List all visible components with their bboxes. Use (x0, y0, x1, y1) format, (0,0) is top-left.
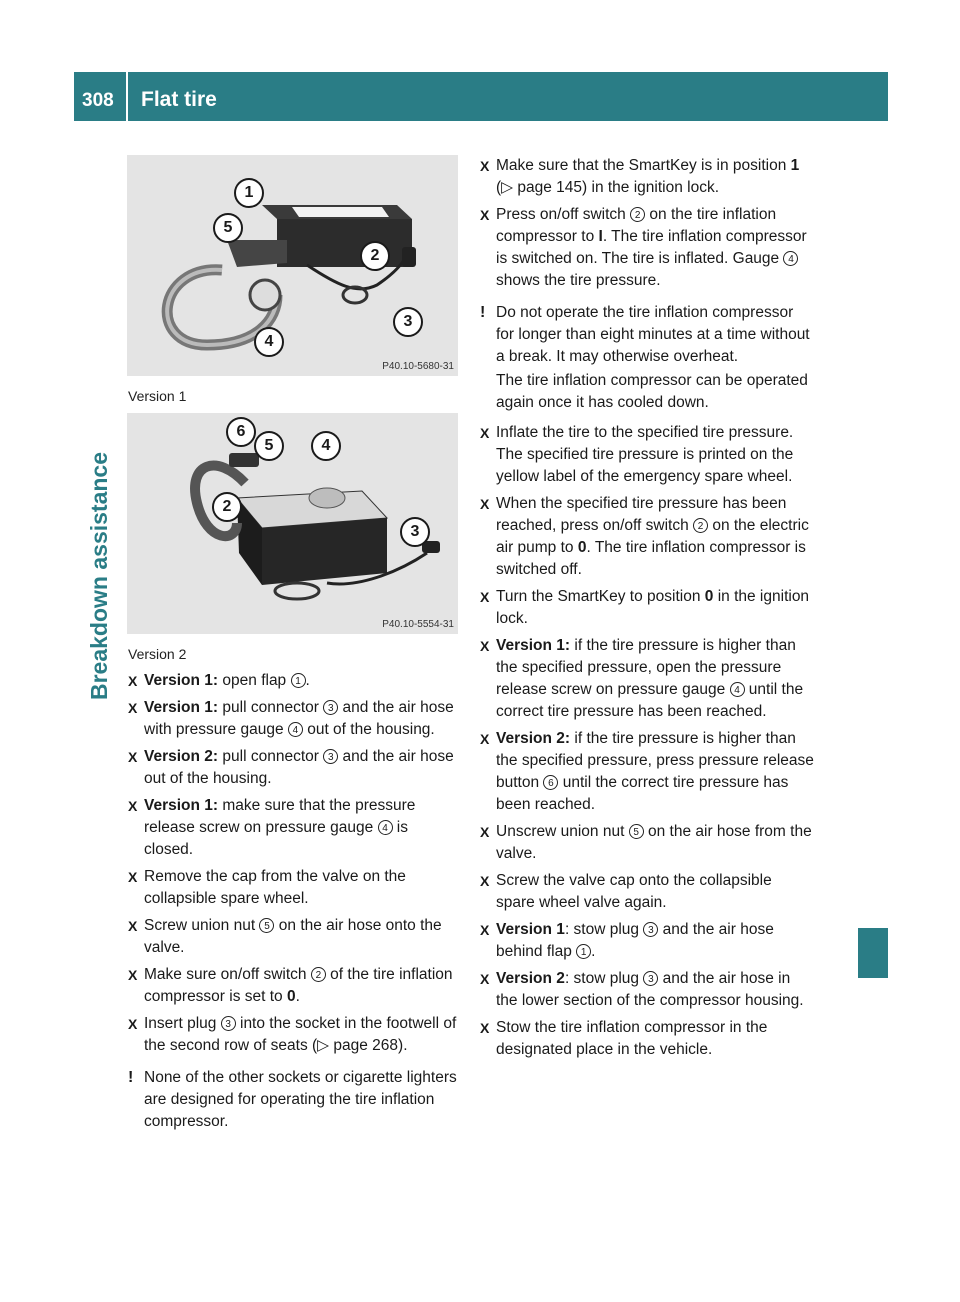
step-text: out of the housing. (302, 721, 435, 738)
figure-code: P40.10-5554-31 (382, 619, 454, 630)
side-section-label: Breakdown assistance (86, 451, 112, 700)
step-bullet-icon: X (480, 207, 490, 223)
step-version-label: Version 1: (144, 699, 219, 716)
step-text: Turn the SmartKey to position (496, 588, 705, 605)
warning-note (128, 1067, 460, 1133)
step-version-label: Version 1: (144, 797, 219, 814)
step-bullet-icon: X (128, 700, 138, 716)
step-bullet-icon: X (128, 1016, 138, 1032)
setting-value: 0 (287, 988, 296, 1005)
component-number: 2 (693, 518, 708, 533)
component-number: 3 (323, 749, 338, 764)
step-text: : stow plug (564, 921, 644, 938)
callout-5: 5 (254, 431, 284, 461)
step-text: Stow the tire inflation compressor in the designated place in the vehicle. (496, 1019, 768, 1058)
instruction-step (480, 635, 814, 723)
step-version-label: Version 2 (496, 970, 565, 987)
compressor-illustration-1 (127, 155, 458, 376)
callout-2: 2 (360, 241, 390, 271)
setting-value: 0 (577, 539, 587, 556)
component-number: 2 (311, 967, 326, 982)
callout-4: 4 (254, 327, 284, 357)
warning-icon: ! (480, 304, 486, 321)
header-divider (126, 72, 128, 121)
step-bullet-icon: X (128, 673, 138, 689)
step-text: Unscrew union nut (496, 823, 629, 840)
component-number: 1 (576, 944, 591, 959)
instruction-step (480, 422, 814, 488)
step-text: until the correct tire pressure has been reached. (496, 774, 789, 813)
callout-3: 3 (393, 307, 423, 337)
step-text: and the air hose behind flap (496, 921, 774, 960)
component-number: 1 (291, 673, 306, 688)
step-text: and the air hose in the lower section of the compressor housing. (496, 970, 804, 1009)
step-text: Remove the cap from the valve on the collapsible spare wheel. (144, 868, 406, 907)
setting-value: 1 (790, 157, 800, 174)
component-number: 3 (643, 922, 658, 937)
step-text: shows the tire pressure. (496, 272, 661, 289)
warning-icon: ! (128, 1069, 134, 1086)
step-text: is closed. (144, 819, 408, 858)
step-text: make sure that the pressure release screw on pressure gauge (144, 797, 416, 836)
instruction-step (480, 919, 814, 963)
step-text: on the electric air pump to (496, 517, 809, 556)
step-version-label: Version 2: (496, 730, 571, 747)
step-version-label: Version 1 (496, 921, 565, 938)
right-column (480, 155, 814, 1066)
step-text: . (591, 943, 596, 960)
instruction-step (480, 586, 814, 630)
step-bullet-icon: X (480, 638, 490, 654)
instruction-step (128, 866, 460, 910)
instruction-step (128, 697, 460, 741)
instruction-step (128, 1013, 460, 1057)
step-bullet-icon: X (128, 749, 138, 765)
step-bullet-icon: X (480, 731, 490, 747)
warning-text: Do not operate the tire inflation compressor for longer than eight minutes at a time without a break. It may otherwise overheat. (496, 304, 810, 365)
callout-1: 1 (234, 178, 264, 208)
component-number: 3 (221, 1016, 236, 1031)
page-number: 308 (82, 90, 114, 111)
step-version-label: Version 2: (144, 748, 219, 765)
step-version-label: Version 1: (144, 672, 219, 689)
step-text: . The tire inflation compressor is switched on. The tire is inflated. Gauge (496, 228, 807, 267)
step-bullet-icon: X (480, 873, 490, 889)
step-bullet-icon: X (128, 967, 138, 983)
instruction-step (128, 795, 460, 861)
step-bullet-icon: X (128, 798, 138, 814)
side-tab-marker (858, 928, 888, 978)
step-text: Press on/off switch (496, 206, 631, 223)
step-text: open flap (218, 672, 291, 689)
instruction-step (128, 915, 460, 959)
instruction-step (480, 728, 814, 816)
step-text: on the tire inflation compressor to (496, 206, 777, 245)
component-number: 4 (288, 722, 303, 737)
step-text: Make sure that the SmartKey is in position (496, 157, 791, 174)
setting-value: 0 (704, 588, 714, 605)
figure-version-1 (127, 155, 458, 376)
step-bullet-icon: X (480, 971, 490, 987)
instruction-step (128, 964, 460, 1008)
instruction-step (480, 493, 814, 581)
warning-text: None of the other sockets or cigarette lighters are designed for operating the tire inflation compressor. (144, 1069, 457, 1130)
step-bullet-icon: X (128, 918, 138, 934)
step-bullet-icon: X (480, 1020, 490, 1036)
step-text: Make sure on/off switch (144, 966, 311, 983)
instruction-step (480, 821, 814, 865)
instruction-step (480, 155, 814, 199)
step-bullet-icon: X (480, 425, 490, 441)
step-text: if the tire pressure is higher than the specified pressure, open the pressure release screw on pressure gauge (496, 637, 796, 698)
instruction-step (128, 670, 460, 692)
step-text: on the air hose from the valve. (496, 823, 812, 862)
step-bullet-icon: X (480, 496, 490, 512)
step-text: . (305, 672, 310, 689)
step-bullet-icon: X (480, 158, 490, 174)
step-bullet-icon: X (480, 824, 490, 840)
step-bullet-icon: X (480, 589, 490, 605)
callout-2: 2 (212, 492, 242, 522)
step-text: Inflate the tire to the specified tire pressure. The specified tire pressure is printed on the yellow label of the emergency spare wheel. (496, 424, 794, 485)
callout-3: 3 (400, 517, 430, 547)
step-text: Screw the valve cap onto the collapsible spare wheel valve again. (496, 872, 772, 911)
step-bullet-icon: X (480, 922, 490, 938)
page-title: Flat tire (141, 88, 217, 111)
setting-value: I (598, 228, 603, 245)
step-text: on the air hose onto the valve. (144, 917, 442, 956)
step-text: if the tire pressure is higher than the specified pressure, press pressure release button (496, 730, 814, 791)
step-text: and the air hose with pressure gauge (144, 699, 454, 738)
warning-note (480, 302, 814, 414)
step-text: of the tire inflation compressor is set to (144, 966, 453, 1005)
step-text: into the socket in the footwell of the second row of seats (▷ page 268). (144, 1015, 457, 1054)
step-text: pull connector (218, 699, 324, 716)
instruction-step (480, 1017, 814, 1061)
instruction-step (480, 870, 814, 914)
step-text: : stow plug (564, 970, 644, 987)
figure-code: P40.10-5680-31 (382, 361, 454, 372)
component-number: 3 (643, 971, 658, 986)
callout-6: 6 (226, 417, 256, 447)
component-number: 5 (259, 918, 274, 933)
step-text: When the specified tire pressure has been reached, press on/off switch (496, 495, 787, 534)
step-text: and the air hose out of the housing. (144, 748, 454, 787)
callout-4: 4 (311, 431, 341, 461)
figure-caption: Version 1 (128, 388, 187, 404)
step-text: until the correct tire pressure has been reached. (496, 681, 804, 720)
instruction-step (480, 968, 814, 1012)
component-number: 4 (783, 251, 798, 266)
step-text: pull connector (218, 748, 324, 765)
step-text: . (295, 988, 300, 1005)
instruction-step (128, 746, 460, 790)
figure-version-2 (127, 413, 458, 634)
step-bullet-icon: X (128, 869, 138, 885)
step-text: Screw union nut (144, 917, 260, 934)
component-number: 2 (630, 207, 645, 222)
component-number: 3 (323, 700, 338, 715)
warning-text: The tire inflation compressor can be operated again once it has cooled down. (496, 372, 808, 411)
step-text: in the ignition lock. (496, 588, 810, 627)
step-text: (▷ page 145) in the ignition lock. (496, 179, 720, 196)
step-text: Insert plug (144, 1015, 221, 1032)
instruction-step (480, 204, 814, 292)
step-version-label: Version 1: (496, 637, 571, 654)
callout-5: 5 (213, 213, 243, 243)
component-number: 4 (378, 820, 393, 835)
left-column (128, 670, 460, 1141)
figure-caption: Version 2 (128, 646, 187, 662)
component-number: 4 (730, 682, 745, 697)
step-text: . The tire inflation compressor is switched off. (496, 539, 806, 578)
component-number: 6 (543, 775, 558, 790)
component-number: 5 (629, 824, 644, 839)
